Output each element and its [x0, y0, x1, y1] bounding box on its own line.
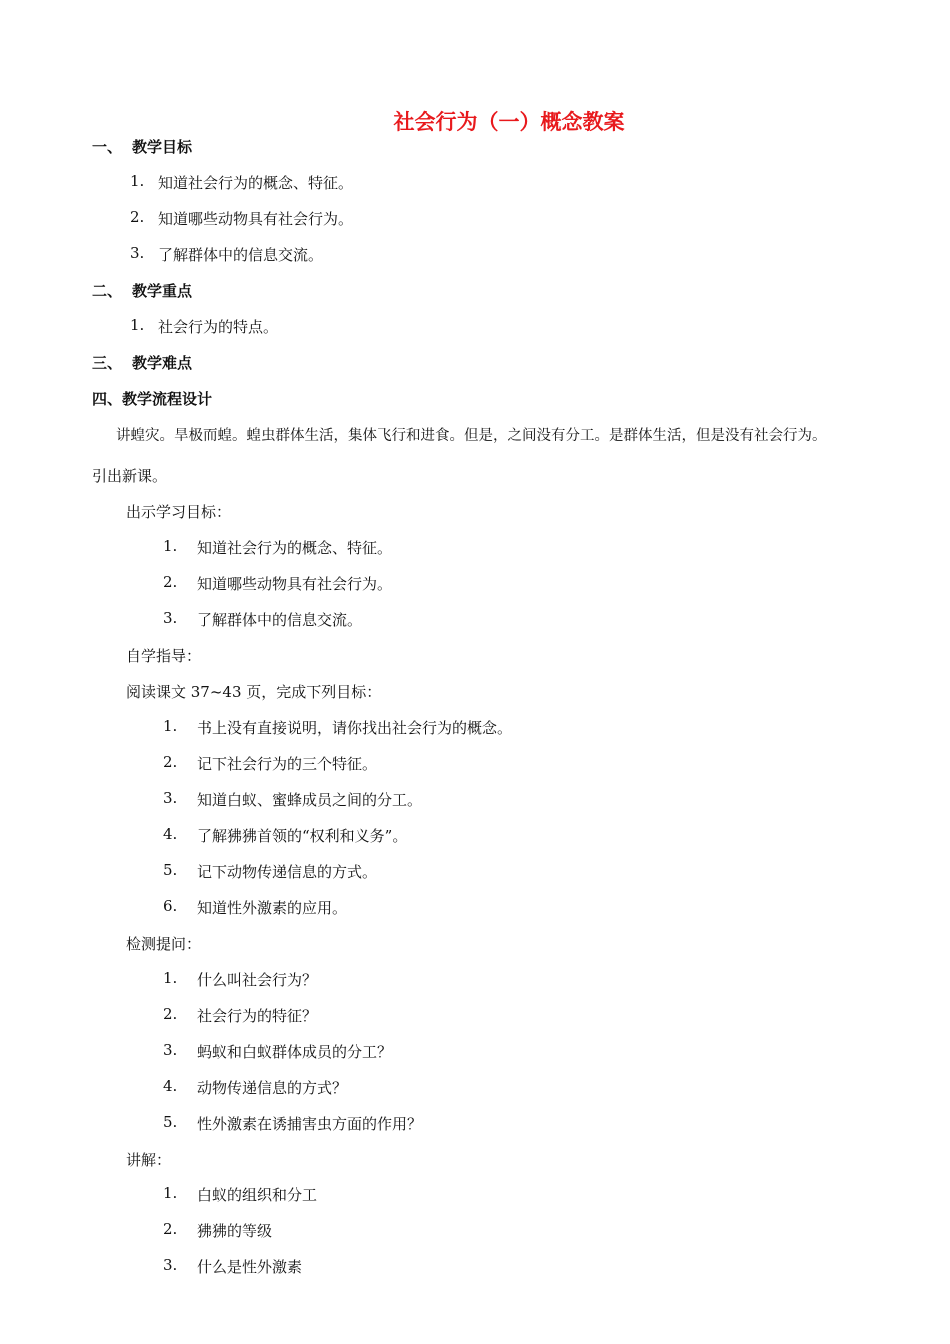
subsection-label: 出示学习目标： — [126, 503, 232, 521]
list-item: 社会行为的特点。 — [158, 318, 279, 336]
list-item: 知道哪些动物具有社会行为。 — [158, 210, 354, 228]
list-item-number: 3. — [163, 1041, 178, 1059]
list-item: 狒狒的等级 — [197, 1222, 273, 1240]
list-item-number: 5. — [163, 861, 178, 879]
paragraph-line: 阅读课文 37~43 页，完成下列目标： — [126, 683, 382, 701]
list-item-number: 2. — [130, 208, 145, 226]
list-item-number: 1. — [130, 172, 145, 190]
subsection-label: 检测提问： — [126, 935, 202, 953]
list-item-number: 1. — [163, 717, 178, 735]
paragraph-line: 讲蝗灾。旱极而蝗。蝗虫群体生活，集体飞行和进食。但是，之间没有分工。是群体生活，但是没有社会行为。 — [116, 428, 827, 444]
list-item-number: 1. — [163, 537, 178, 555]
list-item: 知道社会行为的概念、特征。 — [197, 539, 393, 557]
list-item-number: 3. — [130, 244, 145, 262]
list-item-number: 4. — [163, 825, 178, 843]
list-item-number: 5. — [163, 1113, 178, 1131]
list-item: 了解群体中的信息交流。 — [158, 246, 324, 264]
list-item-number: 2. — [163, 753, 178, 771]
list-item: 什么是性外激素 — [197, 1258, 303, 1276]
section-heading: 教学目标 — [132, 138, 193, 156]
list-item: 蚂蚁和白蚁群体成员的分工？ — [197, 1043, 393, 1061]
list-item: 记下动物传递信息的方式。 — [197, 863, 378, 881]
list-item: 动物传递信息的方式？ — [197, 1079, 348, 1097]
list-item: 了解群体中的信息交流。 — [197, 611, 363, 629]
list-item-number: 2. — [163, 1005, 178, 1023]
list-item: 什么叫社会行为？ — [197, 971, 318, 989]
list-item-number: 3. — [163, 1256, 178, 1274]
list-item: 了解狒狒首领的“权利和义务”。 — [197, 827, 408, 845]
list-item: 知道社会行为的概念、特征。 — [158, 174, 354, 192]
section-number: 二、 — [92, 282, 123, 300]
section-number: 一、 — [92, 138, 123, 156]
list-item-number: 1. — [163, 1184, 178, 1202]
subsection-label: 讲解： — [126, 1151, 172, 1169]
list-item-number: 2. — [163, 1220, 178, 1238]
list-item-number: 3. — [163, 789, 178, 807]
list-item-number: 1. — [130, 316, 145, 334]
subsection-label: 自学指导： — [126, 647, 202, 665]
section-heading: 教学难点 — [132, 354, 193, 372]
section-heading: 四、教学流程设计 — [92, 390, 213, 408]
list-item: 性外激素在诱捕害虫方面的作用？ — [197, 1115, 423, 1133]
paragraph-line: 引出新课。 — [92, 467, 168, 485]
list-item: 记下社会行为的三个特征。 — [197, 755, 378, 773]
list-item-number: 4. — [163, 1077, 178, 1095]
list-item-number: 2. — [163, 573, 178, 591]
list-item: 知道哪些动物具有社会行为。 — [197, 575, 393, 593]
page-title: 社会行为（一）概念教案 — [393, 109, 625, 134]
list-item: 知道性外激素的应用。 — [197, 899, 348, 917]
section-number: 三、 — [92, 354, 123, 372]
list-item-number: 6. — [163, 897, 178, 915]
section-heading: 教学重点 — [132, 282, 193, 300]
list-item-number: 3. — [163, 609, 178, 627]
list-item-number: 1. — [163, 969, 178, 987]
list-item: 白蚁的组织和分工 — [197, 1186, 318, 1204]
list-item: 知道白蚁、蜜蜂成员之间的分工。 — [197, 791, 423, 809]
list-item: 社会行为的特征？ — [197, 1007, 318, 1025]
list-item: 书上没有直接说明，请你找出社会行为的概念。 — [197, 719, 513, 737]
